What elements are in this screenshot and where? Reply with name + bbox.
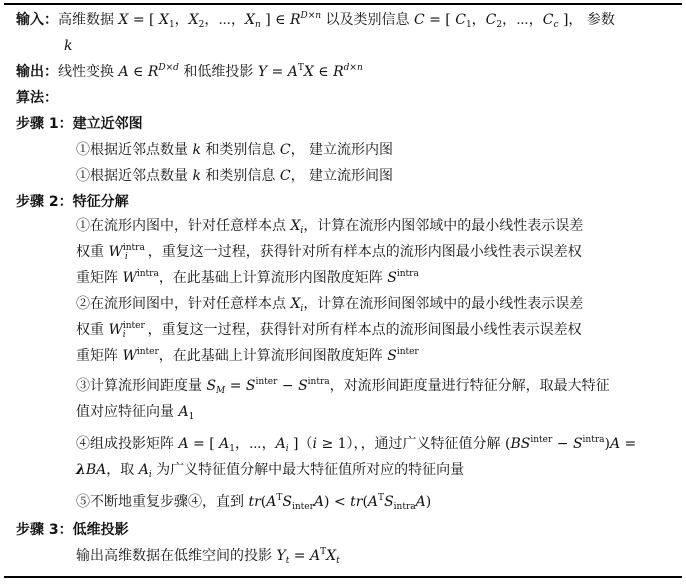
output-text-2: 和低维投影 bbox=[183, 64, 254, 80]
input-text-3: 参数 bbox=[586, 12, 615, 28]
step2-b-line1: ②在流形间图中，针对任意样本点 $X_i$，计算在流形间图邻域中的最小线性表示误差 bbox=[76, 296, 584, 314]
bottom-rule bbox=[4, 576, 682, 578]
output-line: 输出：线性变换 A ∈ $R^{D\times d}$ 和低维投影 $Y = A^TX$ ∈ $R^{d\times n}$ bbox=[16, 63, 363, 80]
step2-a-line1: ①在流形内图中，针对任意样本点 $X_i$，计算在流形内图邻域中的最小线性表示误差 bbox=[76, 218, 584, 236]
input-line: 输入：高维数据 X = [ $X_1$，$X_2$，⋯，$X_n$ ] ∈ $R^{D\times n}$ 以及类别信息 C = [ $C_1$，$C_2$，⋯，$C_c$ ]， 参数 bbox=[16, 11, 615, 30]
input-text-1: 高维数据 bbox=[58, 12, 114, 28]
step2-b-line2: 权重 $W^{inter}_i$ ，重复这一过程，获得针对所有样本点的流形间图最小线性表示误差权 bbox=[76, 321, 582, 340]
step2-heading: 步骤 2：特征分解 bbox=[16, 194, 129, 210]
input-label: 输入： bbox=[16, 12, 58, 28]
step1-item1: ①根据近邻点数量 k 和类别信息 C， 建立流形内图 bbox=[76, 142, 394, 158]
step2-c-line2: 值对应特征向量 $A_1$ bbox=[76, 404, 195, 422]
step2-a-line3: 重矩阵 $W^{intra}$，在此基础上计算流形内图散度矩阵 $S^{intra}$ bbox=[76, 269, 419, 286]
step3-heading: 步骤 3：低维投影 bbox=[16, 522, 129, 538]
algorithm-label: 算法： bbox=[16, 90, 58, 106]
step2-c-line1: ③计算流形间距度量 $S_M = S^{inter} - S^{intra}$，对流形间距度量进行特征分解，取最大特征 bbox=[76, 377, 610, 396]
step2-d-line2: λBA，取 $A_i$ 为广义特征值分解中最大特征值所对应的特征向量 bbox=[76, 462, 465, 480]
step1-item2: ①根据近邻点数量 k 和类别信息 C， 建立流形间图 bbox=[76, 168, 394, 184]
step2-d-line1: ④组成投影矩阵 A = [ $A_1$，⋯，$A_i$ ]（i ≥ 1），，通过广义特征值分解 $(BS^{inter} - S^{intra})A$ = bbox=[76, 435, 637, 454]
step2-a-line2: 权重 $W^{intra}_i$ ，重复这一过程，获得针对所有样本点的流形内图最小线性表示误差权 bbox=[76, 243, 582, 262]
input-text-2: 以及类别信息 bbox=[325, 12, 410, 28]
output-label: 输出： bbox=[16, 64, 58, 80]
step3-line1: 输出高维数据在低维空间的投影 $Y_t = A^TX_t$ bbox=[76, 547, 340, 566]
step2-e-line1: ⑤不断地重复步骤④，直到 $tr(A^TS_{inter}A) < tr(A^TS_{intra}A)$ bbox=[76, 493, 432, 512]
output-text-1: 线性变换 bbox=[58, 64, 114, 80]
step2-b-line3: 重矩阵 $W^{inter}$，在此基础上计算流形间图散度矩阵 $S^{inter}$ bbox=[76, 347, 419, 364]
input-param-k: k bbox=[64, 38, 73, 54]
top-rule bbox=[4, 3, 682, 5]
step1-heading: 步骤 1：建立近邻图 bbox=[16, 116, 143, 132]
